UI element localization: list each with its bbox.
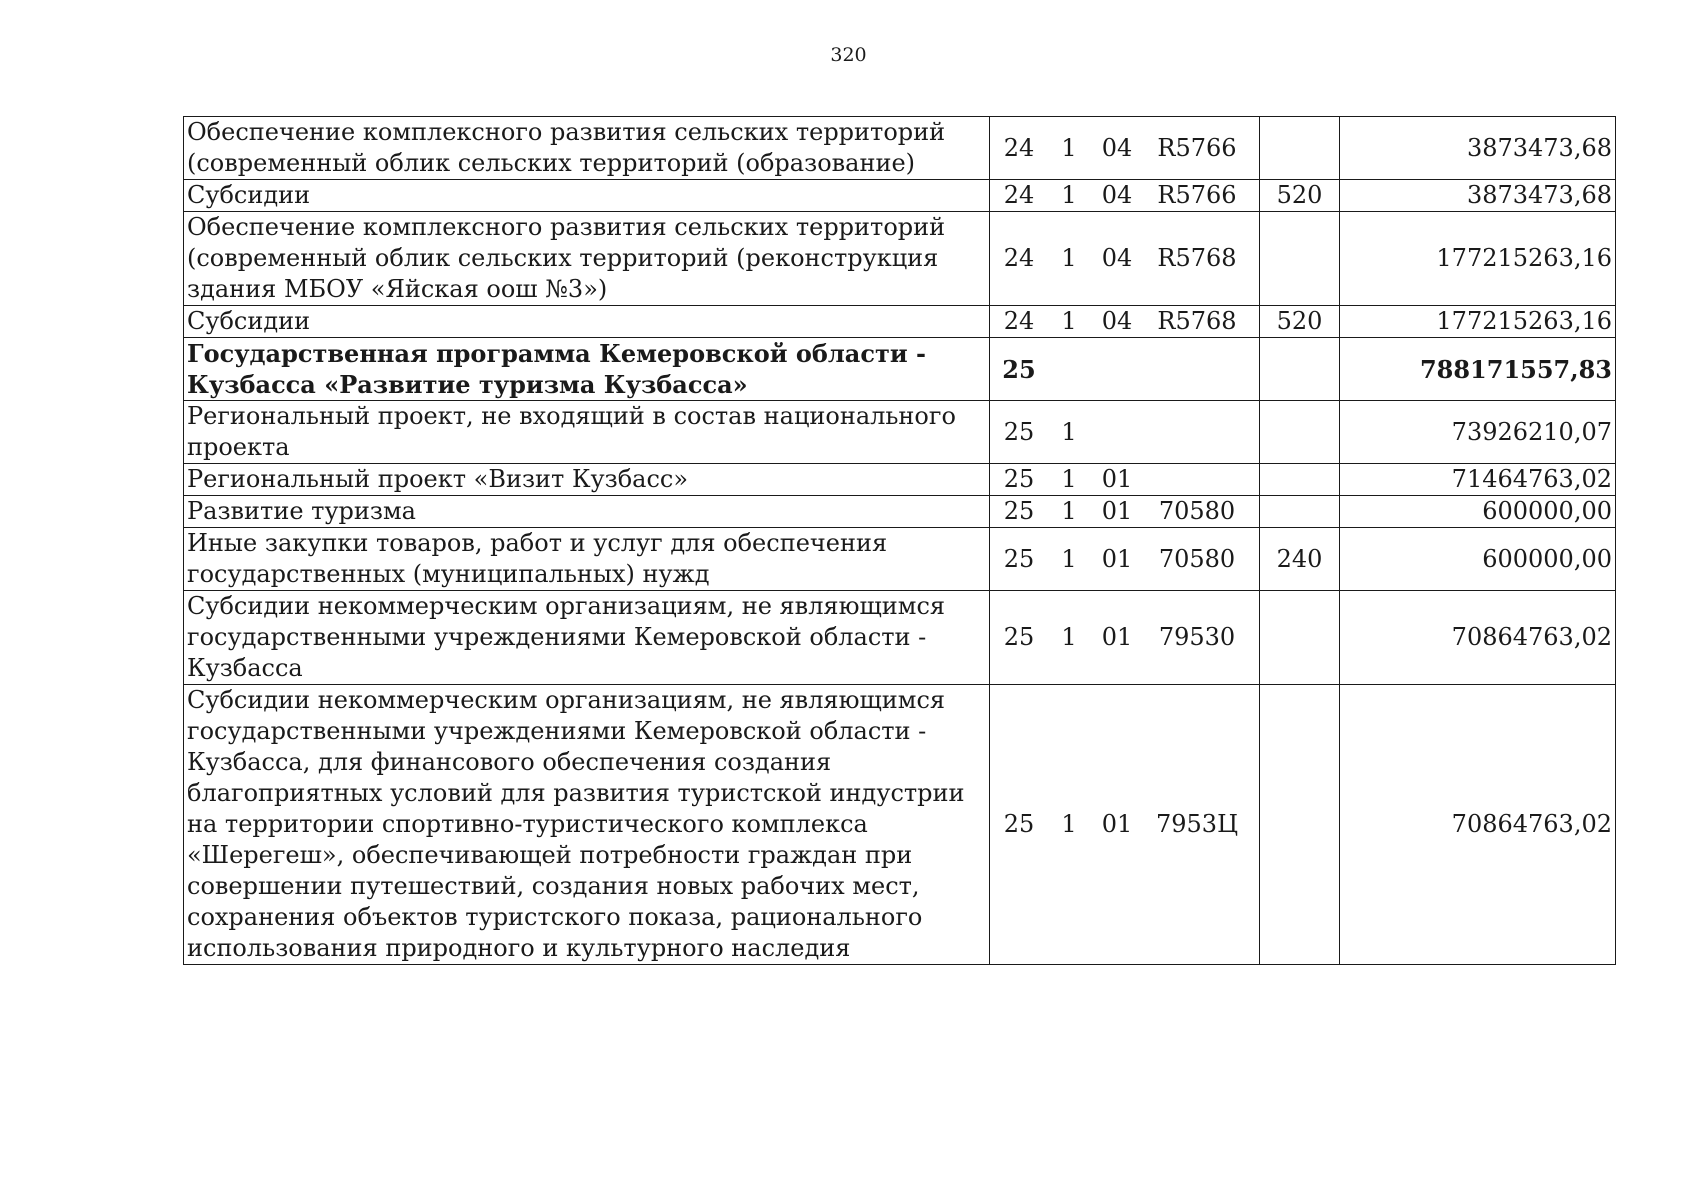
table-row (184, 338, 1616, 401)
row-codes (990, 496, 1260, 528)
code-event: 01 (1101, 623, 1133, 651)
row-codes (990, 401, 1260, 464)
code-program: 25 (1003, 417, 1035, 446)
expense-type: 520 (1260, 180, 1340, 212)
amount: 600000,00 (1340, 528, 1616, 591)
expense-type (1260, 591, 1340, 685)
code-event: 04 (1101, 181, 1133, 209)
row-name: Обеспечение комплексного развития сельских территорий (современный облик сельских территорий (образование) (184, 117, 990, 180)
table-row (184, 591, 1616, 685)
row-name: Региональный проект «Визит Кузбасс» (184, 464, 990, 496)
table-row (184, 401, 1616, 464)
code-direction: R5766 (1157, 181, 1237, 209)
budget-table (183, 116, 1616, 965)
code-program: 25 (1003, 544, 1035, 573)
code-event: 04 (1101, 307, 1133, 335)
code-event: 01 (1101, 497, 1133, 525)
table-row (184, 306, 1616, 338)
amount: 177215263,16 (1340, 212, 1616, 306)
code-direction: 79530 (1158, 623, 1236, 651)
code-direction: 70580 (1158, 497, 1236, 525)
expense-type (1260, 401, 1340, 464)
table-row (184, 496, 1616, 528)
code-program: 25 (1003, 465, 1035, 493)
code-subprogram: 1 (1061, 810, 1077, 838)
table-row (184, 212, 1616, 306)
table-row (184, 685, 1616, 965)
code-direction: R5768 (1157, 307, 1237, 335)
amount: 788171557,83 (1340, 338, 1616, 401)
row-name: Иные закупки товаров, работ и услуг для обеспечения государственных (муниципальных) нужд (184, 528, 990, 591)
code-direction: 7953Ц (1155, 810, 1238, 838)
table-row (184, 528, 1616, 591)
row-codes (990, 180, 1260, 212)
row-name: Государственная программа Кемеровской области - Кузбасса «Развитие туризма Кузбасса» (184, 338, 990, 401)
row-name: Субсидии некоммерческим организациям, не являющимся государственными учреждениями Кемеровской области - Кузбасса (184, 591, 990, 685)
code-program: 25 (1002, 354, 1036, 384)
row-codes (990, 338, 1260, 401)
expense-type: 520 (1260, 306, 1340, 338)
code-subprogram: 1 (1061, 623, 1077, 651)
amount: 3873473,68 (1340, 180, 1616, 212)
code-program: 25 (1003, 810, 1035, 838)
row-name: Субсидии некоммерческим организациям, не являющимся государственными учреждениями Кемеровской области - Кузбасса, для финансового обеспечения создания благоприятных условий для развития туристской индустрии на территории спортивно-туристического комплекса «Шерегеш», обеспечивающей потребности граждан при совершении путешествий, создания новых рабочих мест, сохранения объектов туристского показа, рационального использования природного и культурного наследия (184, 685, 990, 965)
row-codes (990, 306, 1260, 338)
amount: 70864763,02 (1340, 685, 1616, 965)
code-direction: R5768 (1157, 244, 1237, 272)
code-subprogram: 1 (1061, 465, 1077, 493)
code-subprogram: 1 (1061, 307, 1077, 335)
row-name: Субсидии (184, 306, 990, 338)
table-body (184, 117, 1616, 965)
amount: 3873473,68 (1340, 117, 1616, 180)
expense-type: 240 (1260, 528, 1340, 591)
code-event: 01 (1101, 810, 1133, 838)
row-codes (990, 117, 1260, 180)
amount: 177215263,16 (1340, 306, 1616, 338)
row-codes (990, 591, 1260, 685)
amount: 600000,00 (1340, 496, 1616, 528)
code-subprogram: 1 (1061, 497, 1077, 525)
code-subprogram: 1 (1061, 417, 1077, 446)
code-subprogram: 1 (1061, 544, 1077, 573)
code-event: 01 (1101, 544, 1133, 573)
code-program: 24 (1003, 307, 1035, 335)
code-event: 04 (1101, 133, 1133, 162)
code-program: 24 (1003, 244, 1035, 272)
code-direction: R5766 (1157, 133, 1237, 162)
row-codes (990, 464, 1260, 496)
code-direction: 70580 (1158, 544, 1236, 573)
code-event: 01 (1101, 465, 1133, 493)
expense-type (1260, 685, 1340, 965)
expense-type (1260, 464, 1340, 496)
page-number: 320 (830, 44, 867, 66)
expense-type (1260, 496, 1340, 528)
code-program: 24 (1003, 181, 1035, 209)
expense-type (1260, 117, 1340, 180)
expense-type (1260, 212, 1340, 306)
amount: 70864763,02 (1340, 591, 1616, 685)
code-event: 04 (1101, 244, 1133, 272)
code-subprogram: 1 (1061, 244, 1077, 272)
code-program: 25 (1003, 497, 1035, 525)
code-subprogram: 1 (1061, 133, 1077, 162)
table-row (184, 180, 1616, 212)
code-program: 24 (1003, 133, 1035, 162)
row-name: Развитие туризма (184, 496, 990, 528)
code-subprogram: 1 (1061, 181, 1077, 209)
row-codes (990, 212, 1260, 306)
table-row (184, 464, 1616, 496)
code-program: 25 (1003, 623, 1035, 651)
amount: 71464763,02 (1340, 464, 1616, 496)
row-codes (990, 685, 1260, 965)
row-name: Региональный проект, не входящий в состав национального проекта (184, 401, 990, 464)
table-row (184, 117, 1616, 180)
row-codes (990, 528, 1260, 591)
expense-type (1260, 338, 1340, 401)
row-name: Обеспечение комплексного развития сельских территорий (современный облик сельских территорий (реконструкция здания МБОУ «Яйская оош №3») (184, 212, 990, 306)
amount: 73926210,07 (1340, 401, 1616, 464)
row-name: Субсидии (184, 180, 990, 212)
